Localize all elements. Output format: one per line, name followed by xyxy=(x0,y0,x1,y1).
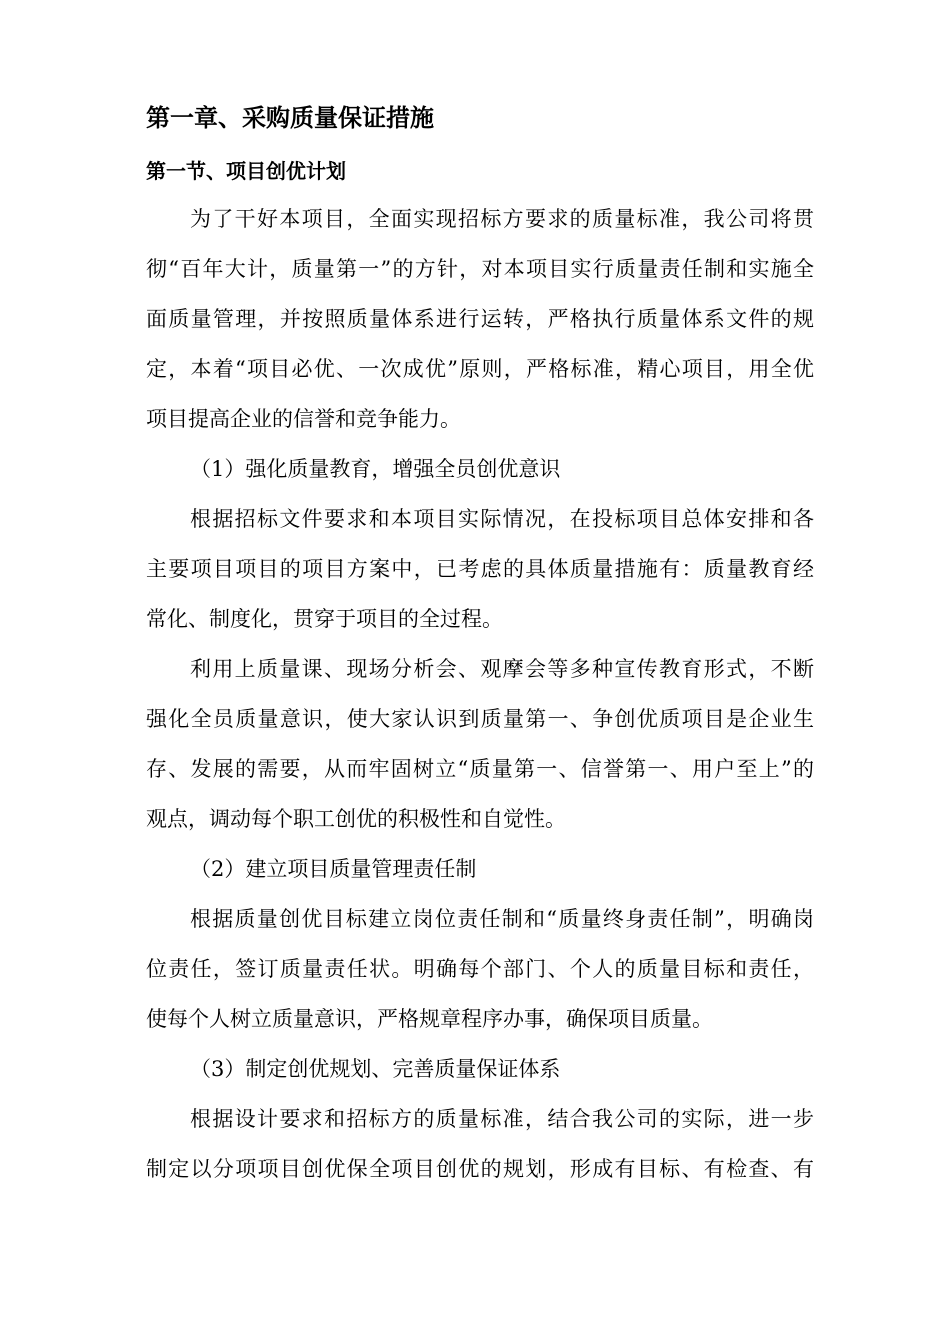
paragraph-line: 强化全员质量意识，使大家认识到质量第一、争创优质项目是企业生 xyxy=(146,707,814,731)
paragraph-line: 位责任，签订质量责任状。明确每个部门、个人的质量目标和责任， xyxy=(146,957,814,981)
subheading: （2）建立项目质量管理责任制 xyxy=(190,857,477,881)
section-title: 第一节、项目创优计划 xyxy=(146,159,346,183)
paragraph-line: 主要项目项目的项目方案中，已考虑的具体质量措施有：质量教育经 xyxy=(146,557,814,581)
paragraph-line: 观点，调动每个职工创优的积极性和自觉性。 xyxy=(146,807,566,831)
paragraph-line: 利用上质量课、现场分析会、观摩会等多种宣传教育形式，不断 xyxy=(190,657,814,681)
paragraph-line: 根据招标文件要求和本项目实际情况，在投标项目总体安排和各 xyxy=(190,507,814,531)
paragraph-line: 存、发展的需要，从而牢固树立“质量第一、信誉第一、用户至上”的 xyxy=(146,757,814,781)
paragraph-line: 根据设计要求和招标方的质量标准，结合我公司的实际，进一步 xyxy=(190,1107,814,1131)
paragraph-line: 常化、制度化，贯穿于项目的全过程。 xyxy=(146,607,503,631)
paragraph-line: 使每个人树立质量意识，严格规章程序办事，确保项目质量。 xyxy=(146,1007,713,1031)
subheading: （1）强化质量教育，增强全员创优意识 xyxy=(190,457,561,481)
paragraph-line: 项目提高企业的信誉和竞争能力。 xyxy=(146,407,461,431)
subheading: （3）制定创优规划、完善质量保证体系 xyxy=(190,1057,561,1081)
paragraph-line: 根据质量创优目标建立岗位责任制和“质量终身责任制”，明确岗 xyxy=(190,907,814,931)
paragraph-line: 定，本着“项目必优、一次成优”原则，严格标准，精心项目，用全优 xyxy=(146,357,814,381)
paragraph-line: 彻“百年大计，质量第一”的方针，对本项目实行质量责任制和实施全 xyxy=(146,257,814,281)
chapter-title: 第一章、采购质量保证措施 xyxy=(146,104,434,132)
paragraph-line: 制定以分项项目创优保全项目创优的规划，形成有目标、有检查、有 xyxy=(146,1157,814,1181)
paragraph-line: 为了干好本项目，全面实现招标方要求的质量标准，我公司将贯 xyxy=(190,207,814,231)
paragraph-line: 面质量管理，并按照质量体系进行运转，严格执行质量体系文件的规 xyxy=(146,307,814,331)
